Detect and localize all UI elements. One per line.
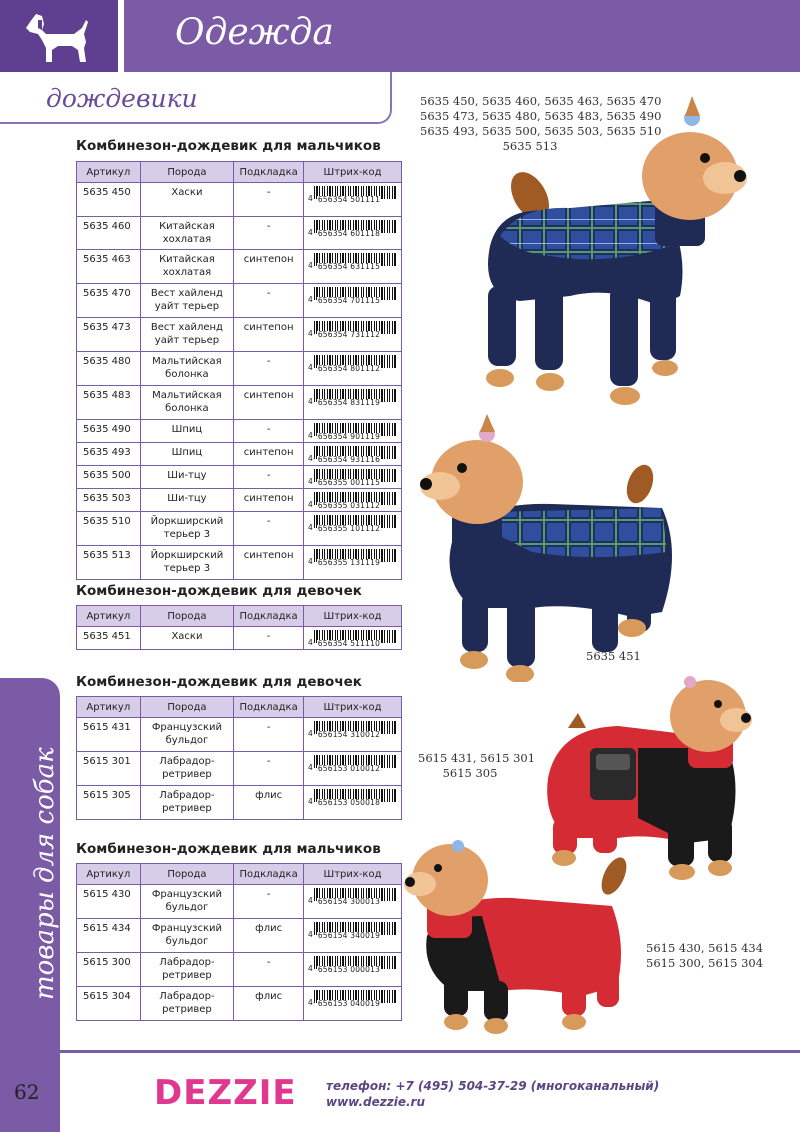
lining-type: - [234, 466, 304, 489]
barcode [308, 922, 399, 939]
barcode [308, 630, 399, 647]
lining-type: - [234, 953, 304, 987]
barcode-digits: 656354 631115 [317, 262, 381, 271]
column-header: Порода [140, 162, 234, 183]
table-row [77, 489, 402, 512]
barcode-lead-digit: 4 [308, 454, 313, 463]
barcode-digits: 656154 300013 [317, 897, 381, 906]
column-header: Артикул [77, 162, 141, 183]
table-row [77, 284, 402, 318]
article-code: 5635 473 [77, 318, 141, 352]
barcode-lead-digit: 4 [308, 763, 313, 772]
table-row [77, 627, 402, 650]
lining-type: синтепон [234, 546, 304, 580]
barcode [308, 549, 399, 566]
article-code: 5635 493 [77, 443, 141, 466]
caption-line: 5615 305 [442, 766, 498, 780]
breed-name: Лабрадор-ретривер [140, 752, 234, 786]
breed-name: Вест хайленд уайт терьер [140, 284, 234, 318]
breed-name: Хаски [140, 183, 234, 217]
table-row [77, 718, 402, 752]
barcode-lead-digit: 4 [308, 477, 313, 486]
photo-caption [586, 649, 641, 664]
table-header-row [77, 864, 402, 885]
lining-type: - [234, 183, 304, 217]
barcode [308, 220, 399, 237]
column-header: Штрих-код [304, 606, 402, 627]
lining-type: - [234, 718, 304, 752]
barcode-cell [304, 217, 402, 250]
barcode-lead-digit: 4 [308, 431, 313, 440]
table-row [77, 512, 402, 546]
table-header-row [77, 697, 402, 718]
barcode-digits: 656154 310012 [317, 730, 381, 739]
barcode-cell [304, 420, 402, 443]
lining-type: - [234, 217, 304, 250]
photo-caption [418, 751, 536, 781]
lining-type: синтепон [234, 443, 304, 466]
barcode-digits: 656153 010012 [317, 764, 381, 773]
article-code: 5635 460 [77, 217, 141, 250]
barcode-digits: 656354 731112 [317, 330, 381, 339]
breed-name: Йоркширский терьер 3 [140, 546, 234, 580]
lining-type: синтепон [234, 318, 304, 352]
breed-name: Китайская хохлатая [140, 217, 234, 250]
barcode [308, 389, 399, 406]
breed-name: Лабрадор-ретривер [140, 953, 234, 987]
barcode [308, 721, 399, 738]
footer-divider [60, 1050, 800, 1053]
caption-line: 5635 451 [586, 649, 641, 663]
breed-name: Ши-тцу [140, 466, 234, 489]
barcode-digits: 656153 050018 [317, 798, 381, 807]
caption-line: 5635 450, 5635 460, 5635 463, 5635 470 [420, 94, 662, 108]
lining-type: - [234, 420, 304, 443]
barcode-cell [304, 352, 402, 386]
barcode-cell [304, 512, 402, 546]
brand-logo: DEZZIE [154, 1073, 297, 1113]
column-header: Порода [140, 606, 233, 627]
category-subtitle: дождевики [46, 84, 198, 113]
article-code: 5635 483 [77, 386, 141, 420]
side-category-label: товары для собак [30, 747, 60, 1000]
barcode-lead-digit: 4 [308, 363, 313, 372]
footer-contact [326, 1078, 659, 1110]
breed-name: Французский бульдог [140, 885, 234, 919]
breed-name: Шпиц [140, 420, 234, 443]
barcode [308, 446, 399, 463]
barcode-lead-digit: 4 [308, 523, 313, 532]
barcode-digits: 656354 601118 [317, 229, 381, 238]
barcode [308, 755, 399, 772]
header-logo-box [0, 0, 118, 72]
column-header: Штрих-код [304, 864, 402, 885]
barcode-lead-digit: 4 [308, 500, 313, 509]
barcode [308, 469, 399, 486]
article-code: 5615 304 [77, 987, 141, 1021]
page-title: Одежда [175, 12, 334, 53]
barcode-lead-digit: 4 [308, 329, 313, 338]
barcode-cell [304, 919, 402, 953]
section-title: Комбинезон-дождевик для мальчиков [76, 138, 381, 154]
barcode-lead-digit: 4 [308, 896, 313, 905]
barcode [308, 186, 399, 203]
table-row [77, 250, 402, 284]
table-row [77, 953, 402, 987]
caption-line: 5615 431, 5615 301 [418, 751, 536, 765]
column-header: Штрих-код [304, 697, 402, 718]
breed-name: Лабрадор-ретривер [140, 987, 234, 1021]
lining-type: - [234, 627, 304, 650]
barcode-digits: 656354 701115 [317, 296, 381, 305]
lining-type: - [234, 512, 304, 546]
barcode-cell [304, 284, 402, 318]
lining-type: флис [234, 919, 304, 953]
barcode [308, 253, 399, 270]
article-code: 5635 451 [77, 627, 141, 650]
barcode [308, 888, 399, 905]
breed-name: Французский бульдог [140, 919, 234, 953]
breed-name: Ши-тцу [140, 489, 234, 512]
barcode-lead-digit: 4 [308, 797, 313, 806]
barcode-cell [304, 250, 402, 284]
photo-caption [646, 941, 763, 971]
barcode-cell [304, 386, 402, 420]
table-row [77, 546, 402, 580]
lining-type: - [234, 752, 304, 786]
barcode-digits: 656354 901119 [317, 432, 381, 441]
photo-caption [420, 94, 662, 154]
section-title: Комбинезон-дождевик для девочек [76, 674, 362, 690]
barcode-digits: 656354 831119 [317, 398, 381, 407]
website-link[interactable]: www.dezzie.ru [326, 1095, 426, 1109]
breed-name: Йоркширский терьер 3 [140, 512, 234, 546]
barcode-lead-digit: 4 [308, 557, 313, 566]
caption-line: 5615 430, 5615 434 [646, 941, 764, 955]
barcode-cell [304, 183, 402, 217]
barcode-digits: 656355 001115 [317, 478, 381, 487]
barcode-digits: 656153 040019 [317, 999, 381, 1008]
phone-number: телефон: +7 (495) 504-37-29 (многоканальный) [326, 1079, 660, 1093]
breed-name: Французский бульдог [140, 718, 234, 752]
barcode-lead-digit: 4 [308, 295, 313, 304]
barcode [308, 990, 399, 1007]
barcode [308, 287, 399, 304]
table-row [77, 885, 402, 919]
table-row [77, 318, 402, 352]
table-row [77, 386, 402, 420]
article-code: 5635 513 [77, 546, 141, 580]
article-code: 5615 430 [77, 885, 141, 919]
dog-icon [22, 8, 94, 66]
column-header: Штрих-код [304, 162, 402, 183]
article-code: 5635 500 [77, 466, 141, 489]
barcode [308, 355, 399, 372]
barcode-lead-digit: 4 [308, 964, 313, 973]
product-table [76, 605, 402, 650]
column-header: Порода [140, 864, 234, 885]
column-header: Подкладка [234, 864, 304, 885]
barcode-digits: 656355 031112 [317, 501, 381, 510]
product-table [76, 696, 402, 820]
barcode [308, 321, 399, 338]
article-code: 5615 434 [77, 919, 141, 953]
table-header-row [77, 606, 402, 627]
barcode-lead-digit: 4 [308, 638, 313, 647]
article-code: 5635 490 [77, 420, 141, 443]
lining-type: - [234, 885, 304, 919]
article-code: 5635 480 [77, 352, 141, 386]
breed-name: Мальтийская болонка [140, 386, 234, 420]
barcode-cell [304, 443, 402, 466]
barcode-lead-digit: 4 [308, 729, 313, 738]
breed-name: Вест хайленд уайт терьер [140, 318, 234, 352]
article-code: 5615 301 [77, 752, 141, 786]
section-title: Комбинезон-дождевик для девочек [76, 583, 362, 599]
article-code: 5635 470 [77, 284, 141, 318]
article-code: 5615 431 [77, 718, 141, 752]
table-row [77, 466, 402, 489]
barcode-digits: 656355 131119 [317, 558, 381, 567]
barcode-cell [304, 718, 402, 752]
barcode-lead-digit: 4 [308, 228, 313, 237]
caption-line: 5615 300, 5615 304 [646, 956, 764, 970]
barcode-lead-digit: 4 [308, 397, 313, 406]
barcode-cell [304, 987, 402, 1021]
barcode [308, 956, 399, 973]
barcode-digits: 656354 501111 [317, 195, 381, 204]
column-header: Артикул [77, 864, 141, 885]
product-table [76, 161, 402, 580]
table-row [77, 752, 402, 786]
barcode [308, 492, 399, 509]
table-row [77, 919, 402, 953]
lining-type: флис [234, 987, 304, 1021]
article-code: 5635 463 [77, 250, 141, 284]
barcode-cell [304, 489, 402, 512]
column-header: Подкладка [234, 606, 304, 627]
barcode-digits: 656354 511110 [317, 639, 381, 648]
product-photo-blue-plaid-girl [412, 412, 712, 682]
article-code: 5615 305 [77, 786, 141, 820]
lining-type: синтепон [234, 386, 304, 420]
barcode-digits: 656154 340019 [317, 931, 381, 940]
column-header: Подкладка [234, 162, 304, 183]
article-code: 5635 510 [77, 512, 141, 546]
barcode-digits: 656355 101112 [317, 524, 381, 533]
barcode-lead-digit: 4 [308, 194, 313, 203]
barcode-cell [304, 885, 402, 919]
barcode [308, 789, 399, 806]
table-row [77, 987, 402, 1021]
lining-type: - [234, 284, 304, 318]
barcode-digits: 656354 931116 [317, 455, 381, 464]
table-row [77, 786, 402, 820]
table-row [77, 352, 402, 386]
lining-type: синтепон [234, 250, 304, 284]
table-row [77, 217, 402, 250]
barcode-cell [304, 627, 402, 650]
column-header: Подкладка [234, 697, 304, 718]
barcode-cell [304, 546, 402, 580]
breed-name: Шпиц [140, 443, 234, 466]
article-code: 5635 450 [77, 183, 141, 217]
table-row [77, 420, 402, 443]
barcode-cell [304, 466, 402, 489]
barcode-digits: 656354 801112 [317, 364, 381, 373]
breed-name: Китайская хохлатая [140, 250, 234, 284]
product-table [76, 863, 402, 1021]
section-title: Комбинезон-дождевик для мальчиков [76, 841, 381, 857]
table-row [77, 183, 402, 217]
caption-line: 5635 513 [502, 139, 558, 153]
barcode-lead-digit: 4 [308, 930, 313, 939]
breed-name: Лабрадор-ретривер [140, 786, 234, 820]
barcode-lead-digit: 4 [308, 998, 313, 1007]
barcode [308, 515, 399, 532]
barcode-lead-digit: 4 [308, 261, 313, 270]
column-header: Артикул [77, 606, 141, 627]
barcode-digits: 656153 000013 [317, 965, 381, 974]
lining-type: синтепон [234, 489, 304, 512]
column-header: Порода [140, 697, 234, 718]
lining-type: - [234, 352, 304, 386]
product-photo-red-black-boy [402, 836, 636, 1036]
article-code: 5635 503 [77, 489, 141, 512]
caption-line: 5635 473, 5635 480, 5635 483, 5635 490 [420, 109, 662, 123]
breed-name: Хаски [140, 627, 233, 650]
breed-name: Мальтийская болонка [140, 352, 234, 386]
table-header-row [77, 162, 402, 183]
lining-type: флис [234, 786, 304, 820]
caption-line: 5635 493, 5635 500, 5635 503, 5635 510 [420, 124, 662, 138]
barcode-cell [304, 953, 402, 987]
column-header: Артикул [77, 697, 141, 718]
barcode-cell [304, 318, 402, 352]
page-number: 62 [14, 1080, 40, 1104]
barcode-cell [304, 752, 402, 786]
barcode-cell [304, 786, 402, 820]
table-row [77, 443, 402, 466]
article-code: 5615 300 [77, 953, 141, 987]
barcode [308, 423, 399, 440]
